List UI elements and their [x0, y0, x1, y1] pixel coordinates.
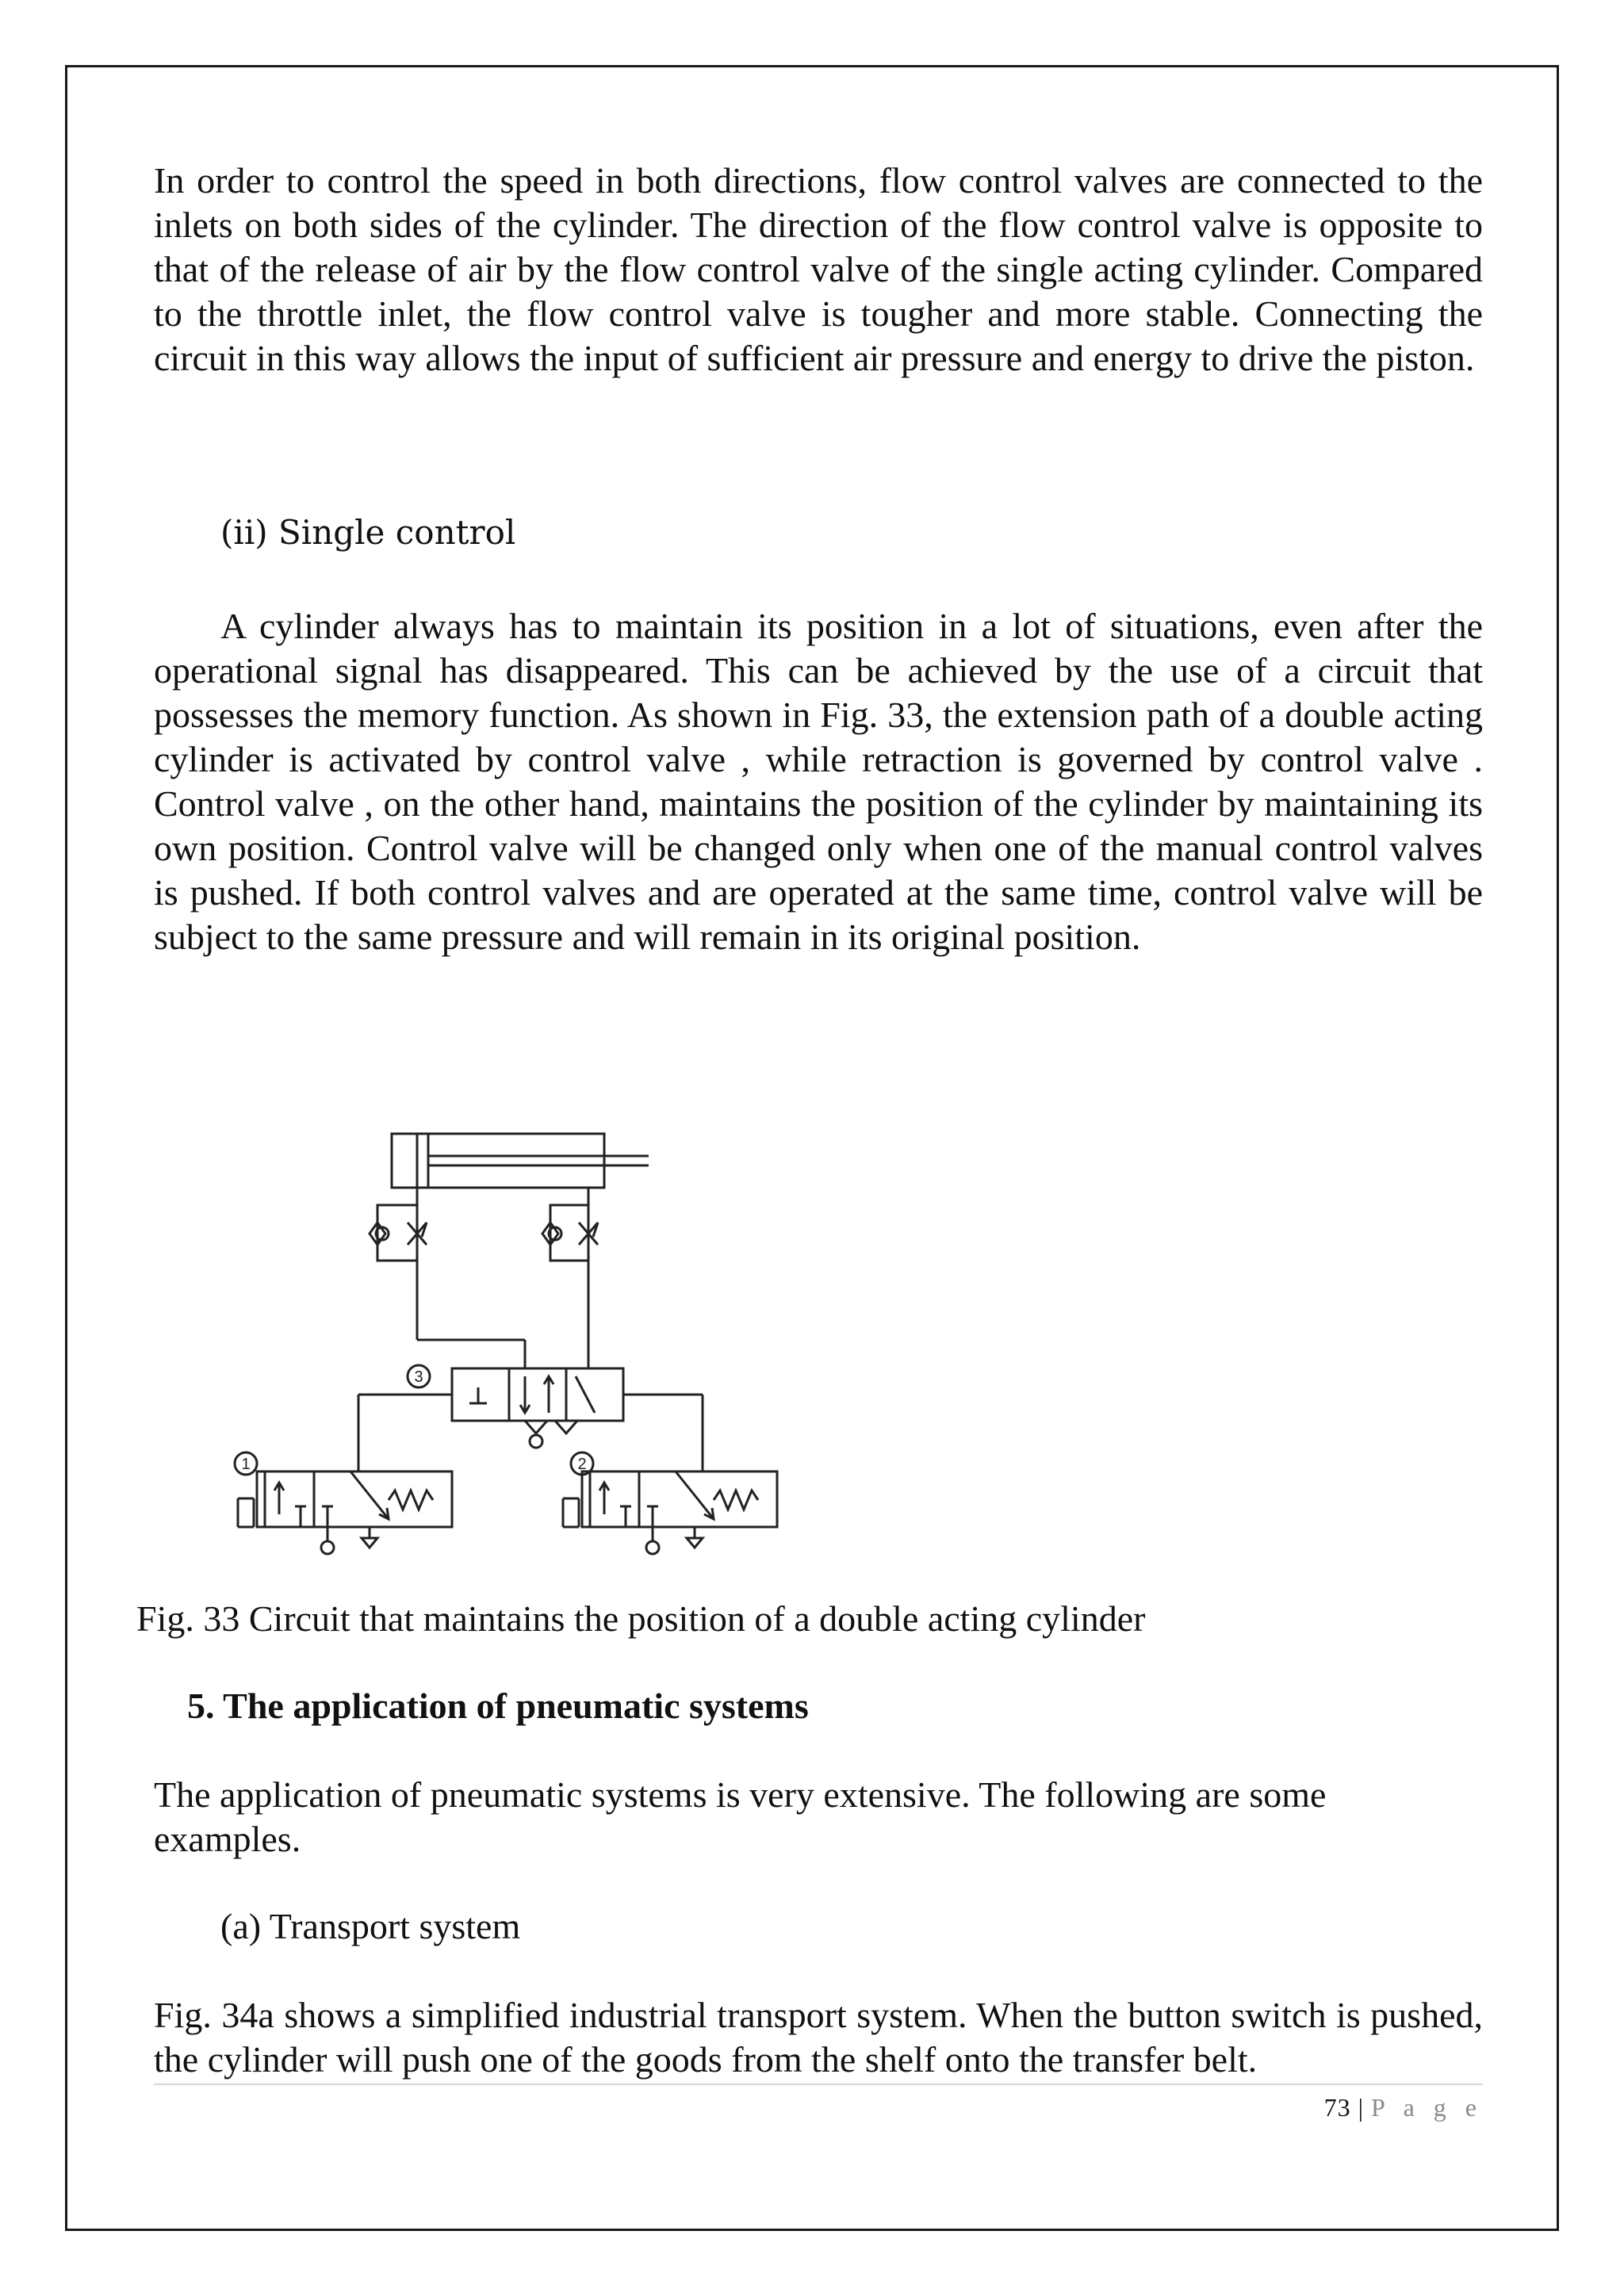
control-valve-3 — [358, 1340, 703, 1471]
subheading-transport-system: (a) Transport system — [220, 1906, 521, 1946]
paragraph-applications-intro: The application of pneumatic systems is very extensive. The following are some examples. — [154, 1774, 1327, 1859]
subheading-single-control: (ii) Single control — [220, 513, 516, 552]
paragraph-transport-system: Fig. 34a shows a simplified industrial transport system. When the button switch is pushed, the cylinder will push one of the goods from the shelf onto the transfer belt. — [154, 1995, 1483, 2080]
manual-control-valve-2 — [563, 1471, 777, 1554]
figure-caption: Fig. 33 Circuit that maintains the position of a double acting cylinder — [136, 1598, 1146, 1639]
page-number: 73 — [1323, 2093, 1351, 2122]
paragraph-single-control: A cylinder always has to maintain its position in a lot of situations, even after the operational signal has disappeared. This can be achieved by the use of a circuit that possesses the memory function. As shown in Fig. 33, the extension path of a double acting cylinder is activated by control valve , while retraction is governed by control valve . Control valve , on the other hand, maintains the position of the cylinder by maintaining its own position. Control valve will be changed only when one of the manual control valves is pushed. If both control valves and are operated at the same time, control valve will be subject to the same pressure and will remain in its original position. — [154, 606, 1483, 957]
paragraph-flow-control: In order to control the speed in both directions, flow control valves are connected to the inlets on both sides of the cylinder. The direction of the flow control valve is opposite to that of the release of air by the flow control valve of the single acting cylinder. Compared to the throttle inlet, the flow control valve is tougher and more stable. Connecting the circuit in this way allows the input of sufficient air pressure and energy to drive the piston. — [154, 160, 1483, 378]
footer-separator: | — [1358, 2093, 1364, 2122]
double-acting-cylinder — [392, 1134, 649, 1188]
page-footer — [1324, 2091, 1483, 2123]
section-heading: 5. The application of pneumatic systems — [187, 1686, 809, 1726]
flow-control-valve-left-icon — [370, 1188, 427, 1340]
valve-3-label: 3 — [414, 1368, 423, 1386]
valve-1-label: 1 — [241, 1456, 251, 1473]
pneumatic-circuit-diagram — [214, 1118, 833, 1562]
page-word: P a g e — [1370, 2093, 1483, 2122]
valve-2-label: 2 — [577, 1456, 587, 1473]
footer-rule — [154, 2084, 1483, 2085]
manual-control-valve-1 — [238, 1471, 452, 1554]
flow-control-valve-right-icon — [542, 1188, 598, 1340]
